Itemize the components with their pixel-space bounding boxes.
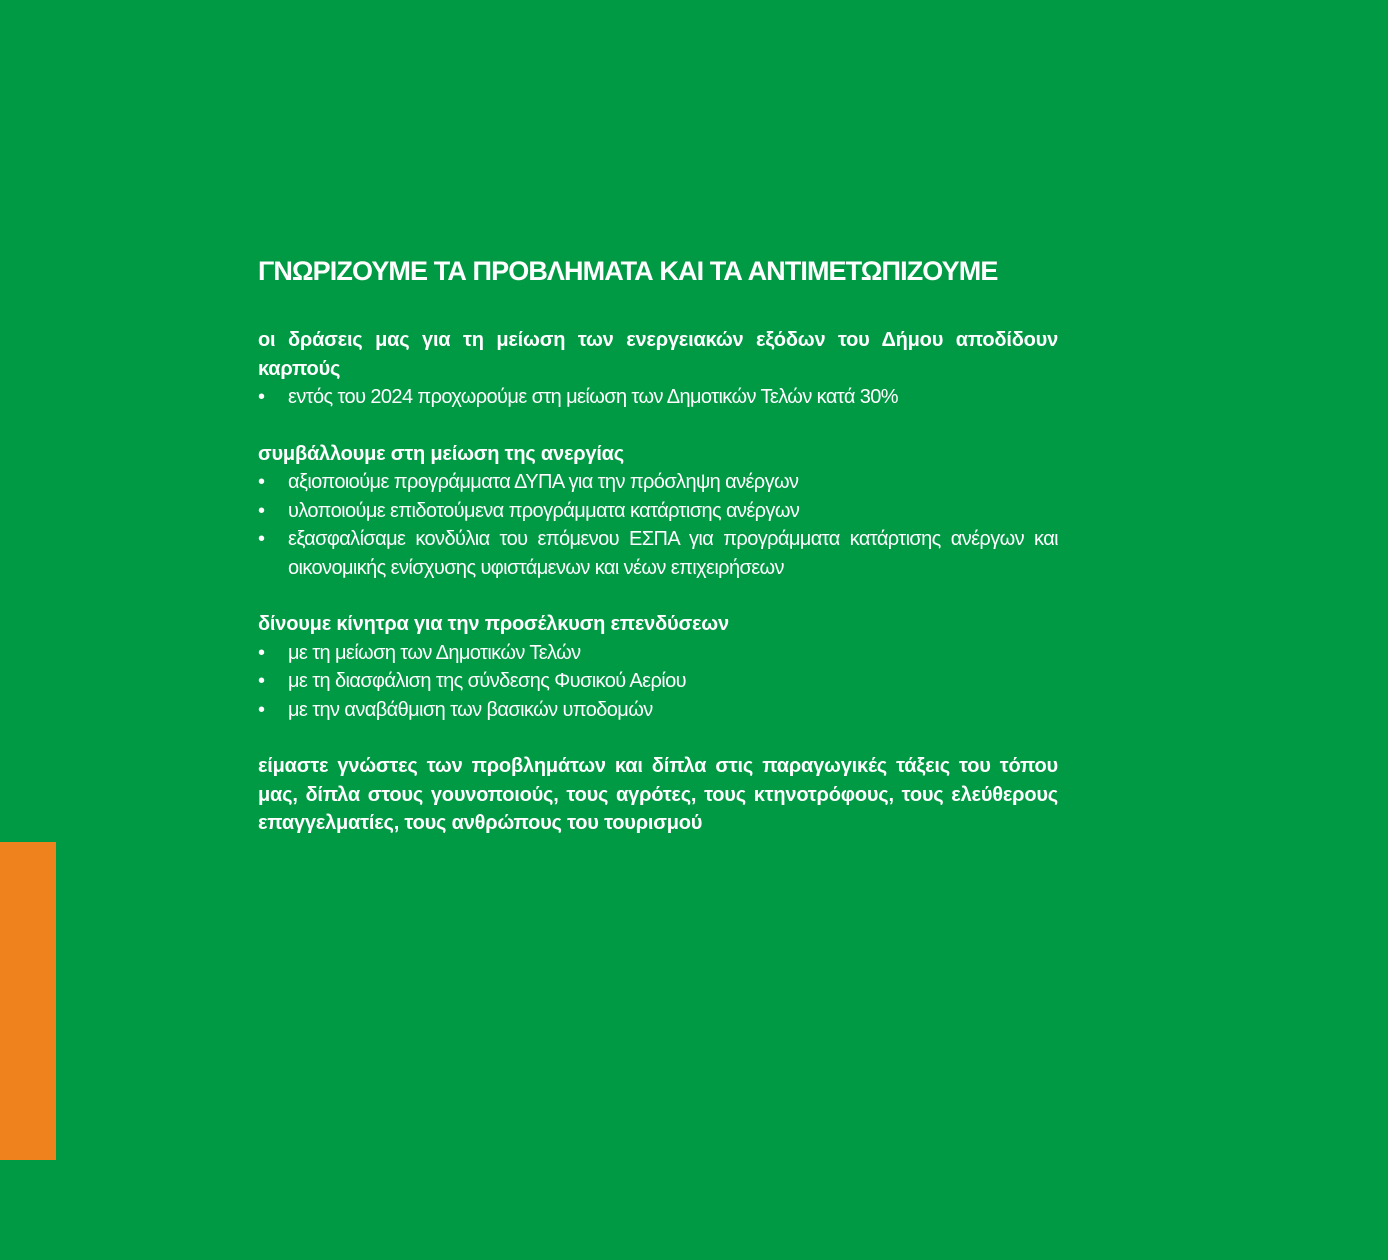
list-item-text: με τη διασφάλιση της σύνδεσης Φυσικού Αερίου [288, 670, 686, 692]
list-item [258, 696, 1058, 725]
list-item [258, 497, 1058, 526]
section-unemployment [258, 440, 1058, 583]
closing-statement: είμαστε γνώστες των προβλημάτων και δίπλα στις παραγωγικές τάξεις του τόπου μας, δίπλα στους γουνοποιούς, τους αγρότες, τους κτηνοτρόφους, τους ελεύθερους επαγγελματίες, τους ανθρώπους του τουρισμού [258, 755, 1058, 834]
list-item [258, 667, 1058, 696]
page-content [258, 252, 1058, 838]
bullet-list [258, 468, 1058, 582]
list-item-text: εξασφαλίσαμε κονδύλια του επόμενου ΕΣΠΑ για προγράμματα κατάρτισης ανέργων και οικονομικής ενίσχυσης υφιστάμενων και νέων επιχειρήσεων [288, 528, 1058, 579]
section-heading: δίνουμε κίνητρα για την προσέλκυση επενδύσεων [258, 613, 729, 635]
list-item [258, 525, 1058, 582]
list-item-text: με την αναβάθμιση των βασικών υποδομών [288, 698, 653, 721]
bullet-icon: • [258, 698, 265, 721]
section-investment-incentives [258, 610, 1058, 724]
list-item-text: υλοποιούμε επιδοτούμενα προγράμματα κατάρτισης ανέργων [288, 499, 800, 522]
section-energy-costs [258, 326, 1058, 412]
bullet-list [258, 639, 1058, 725]
bullet-icon: • [258, 670, 265, 692]
list-item-text: εντός του 2024 προχωρούμε στη μείωση των Δημοτικών Τελών κατά 30% [288, 386, 898, 408]
list-item [258, 639, 1058, 668]
list-item-text: με τη μείωση των Δημοτικών Τελών [288, 641, 581, 664]
bullet-list [258, 383, 1058, 412]
bullet-icon: • [258, 471, 265, 493]
list-item [258, 468, 1058, 497]
bullet-icon: • [258, 499, 265, 522]
list-item [258, 383, 1058, 412]
page-title: ΓΝΩΡΙΖΟΥΜΕ ΤΑ ΠΡΟΒΛΗΜΑΤΑ ΚΑΙ ΤΑ ΑΝΤΙΜΕΤΩΠΙΖΟΥΜΕ [258, 256, 998, 286]
orange-accent-bar [0, 842, 56, 1160]
bullet-icon: • [258, 641, 265, 664]
bullet-icon: • [258, 528, 265, 550]
section-heading: οι δράσεις μας για τη μείωση των ενεργειακών εξόδων του Δήμου αποδίδουν καρπούς [258, 329, 1058, 380]
bullet-icon: • [258, 386, 265, 408]
list-item-text: αξιοποιούμε προγράμματα ΔΥΠΑ για την πρόσληψη ανέργων [288, 471, 799, 493]
section-heading: συμβάλλουμε στη μείωση της ανεργίας [258, 442, 624, 465]
